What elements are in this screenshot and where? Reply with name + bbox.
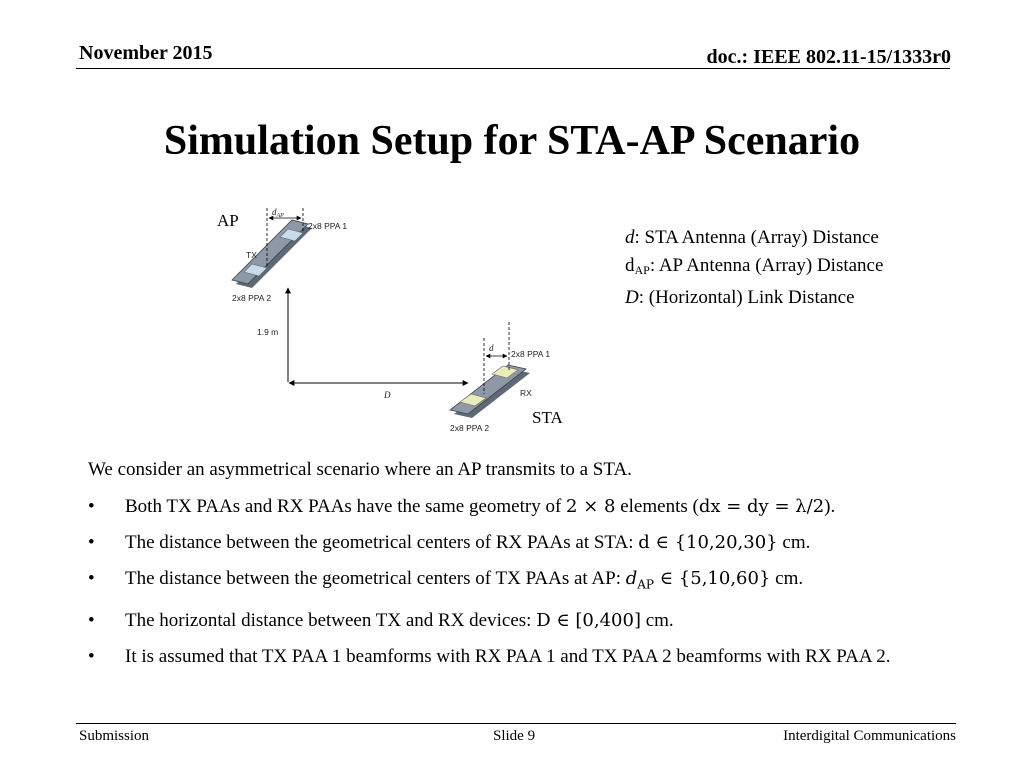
bullet-horizontal-distance: • The horizontal distance between TX and RX devices: D ∈ [0,400] cm. [88, 609, 674, 631]
bullet-list [88, 493, 940, 671]
slide-title: Simulation Setup for STA-AP Scenario [163, 118, 861, 164]
ap-ppa2-label: 2x8 PPA 2 [232, 293, 272, 303]
header-doc-id: doc.: IEEE 802.11-15/1333r0 [706, 46, 951, 68]
legend [625, 224, 883, 312]
footer-submission: Submission [79, 728, 150, 744]
ap-ppa1-label: 2x8 PPA 1 [308, 221, 348, 231]
sta-ppa1-label: 2x8 PPA 1 [511, 349, 551, 359]
bullet-geometry: • Both TX PAAs and RX PAAs have the same geometry of 2 × 8 elements (dx = dy = λ/2). [88, 496, 836, 517]
sta-device [450, 365, 530, 418]
bullet-rx-distance: • The distance between the geometrical centers of RX PAAs at STA: d ∈ {10,20,30} cm. [88, 532, 811, 553]
sta-label: STA [532, 408, 563, 427]
d-symbol: d [489, 343, 494, 353]
footer-company: Interdigital Communications [783, 728, 956, 744]
bullet-tx-distance: • The distance between the geometrical centers of TX PAAs at AP: $d_{AP}$ ∈ {5,10,60} cm. [88, 568, 804, 592]
legend-line-D: D: (Horizontal) Link Distance [625, 287, 855, 308]
ap-label: AP [217, 211, 239, 230]
ap-device [232, 220, 312, 288]
rx-label: RX [520, 388, 532, 398]
footer-slide-number: Slide 9 [493, 728, 536, 744]
height-label: 1.9 m [257, 327, 279, 337]
body-text [88, 456, 940, 679]
header-date: November 2015 [79, 42, 213, 64]
legend-line-d: d: STA Antenna (Array) Distance [625, 227, 879, 248]
setup-diagram [200, 200, 580, 440]
tx-label: TX [246, 250, 257, 260]
distance-symbol: D [384, 390, 391, 400]
dap-symbol: $d_{AP}$ [272, 207, 284, 219]
ap-board [232, 220, 308, 284]
setup-figure [200, 200, 580, 440]
sta-ppa2-label: 2x8 PPA 2 [450, 423, 490, 433]
legend-line-dap: $d_{AP}$: AP Antenna (Array) Distance [625, 254, 884, 277]
header-rule [76, 68, 950, 69]
intro-paragraph: We consider an asymmetrical scenario where an AP transmits to a STA. [88, 459, 632, 480]
footer-rule [76, 723, 956, 724]
bullet-beamforming: • It is assumed that TX PAA 1 beamforms with RX PAA 1 and TX PAA 2 beamforms with RX PAA 2. [88, 645, 891, 667]
